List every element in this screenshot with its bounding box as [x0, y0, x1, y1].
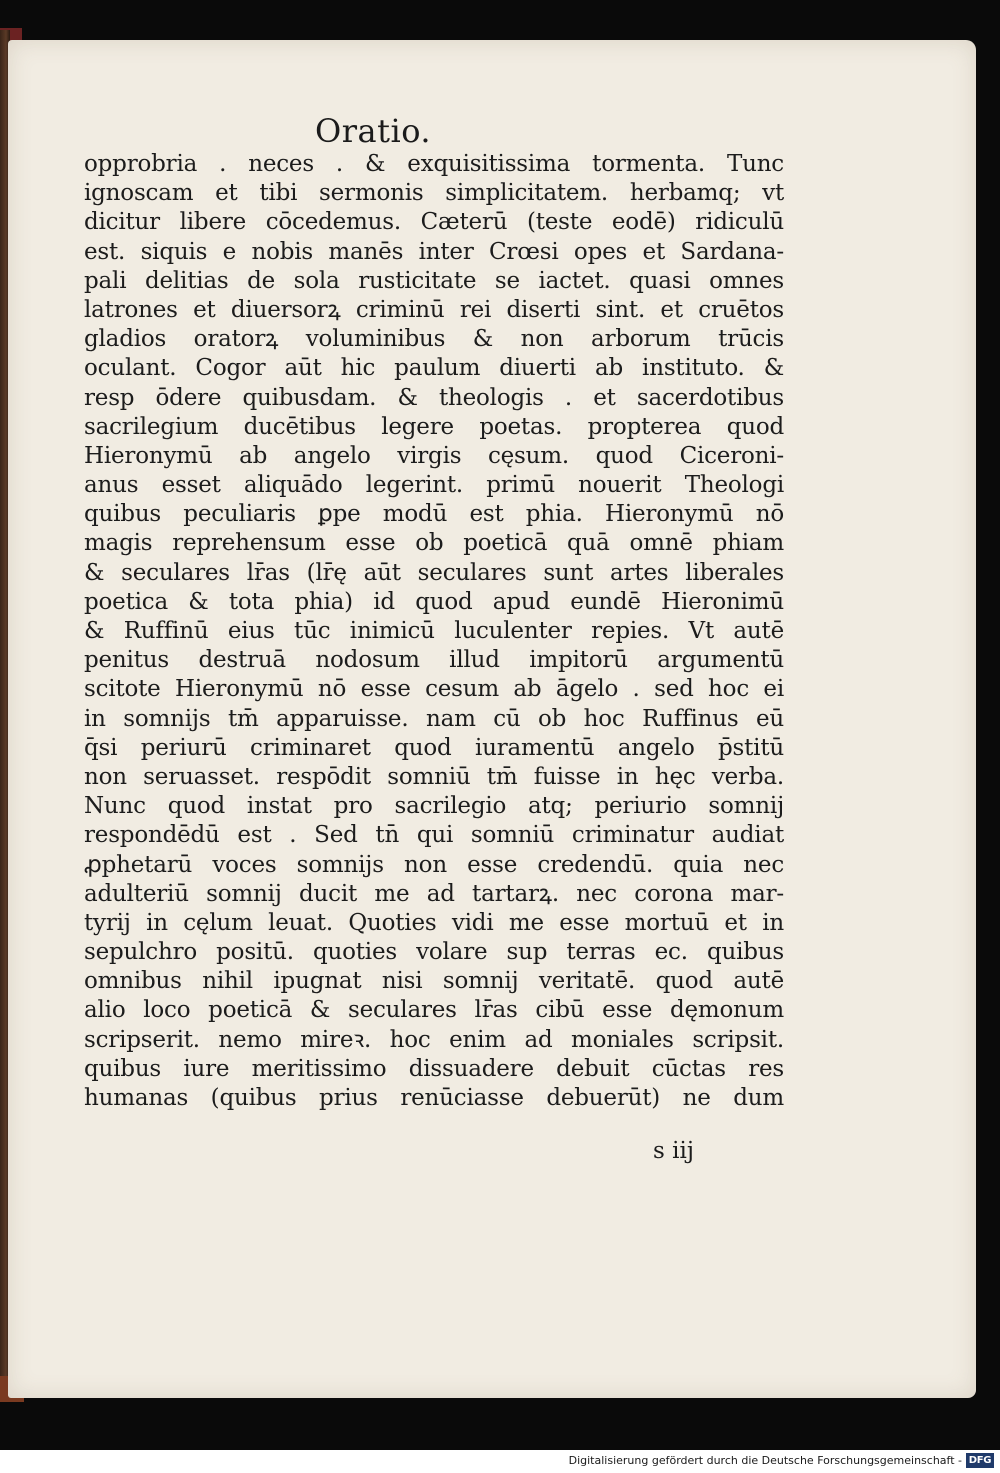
- text-line: humanas (quibus prius renūciasse debuerūt) ne dum: [84, 1085, 784, 1111]
- text-line: omnibus nihil ipugnat nisi somnij veritatē. quod autē: [84, 968, 784, 995]
- text-line: alio loco poeticā & seculares lr̄as cibū esse dęmonum: [84, 997, 784, 1024]
- text-line: pali delitias de sola rusticitate se iactet. quasi omnes: [84, 267, 784, 294]
- text-line: respondēdū est . Sed tn̄ qui somniū criminatur audiat: [84, 822, 784, 849]
- text-line: sepulchro positū. quoties volare sup terras ec. quibus: [84, 939, 784, 966]
- page-header: Oratio.: [315, 112, 432, 150]
- text-line: ignoscam et tibi sermonis simplicitatem. herbamq; vt: [84, 180, 784, 207]
- text-line: non seruasset. respōdit somniū tm̄ fuisse in hęc verba.: [84, 763, 784, 790]
- text-line: tyrij in cęlum leuat. Quoties vidi me esse mortuū et in: [84, 909, 784, 936]
- text-line: anus esset aliquādo legerint. primū nouerit Theologi: [84, 472, 784, 499]
- body-text: [84, 150, 784, 1113]
- text-line: scripserit. nemo mireꝛ. hoc enim ad moniales scripsit.: [84, 1026, 784, 1053]
- text-line: oculant. Cogor aūt hic paulum diuerti ab instituto. &: [84, 355, 784, 382]
- text-line: & seculares lr̄as (lr̄ę aūt seculares sunt artes liberales: [84, 559, 784, 586]
- footer-bar: [0, 1450, 1000, 1473]
- footer-credit: Digitalisierung gefördert durch die Deutsche Forschungsgemeinschaft -: [568, 1454, 962, 1467]
- text-line: gladios oratorꝝ voluminibus & non arborum trūcis: [84, 326, 784, 353]
- text-line: Hieronymū ab angelo virgis cęsum. quod Ciceroni-: [84, 442, 784, 469]
- text-line: penitus destruā nodosum illud impitorū argumentū: [84, 647, 784, 674]
- text-line: adulteriū somnij ducit me ad tartarꝝ. nec corona mar-: [84, 880, 784, 907]
- text-line: sacrilegium ducētibus legere poetas. propterea quod: [84, 413, 784, 440]
- text-line: resp ōdere quibusdam. & theologis . et sacerdotibus: [84, 384, 784, 411]
- text-line: magis reprehensum esse ob poeticā quā omnē phiam: [84, 530, 784, 557]
- dfg-logo-icon[interactable]: DFG: [966, 1453, 994, 1468]
- text-line: ꝓphetarū voces somnijs non esse credendū. quia nec: [84, 851, 784, 878]
- text-line: latrones et diuersorꝝ criminū rei diserti sint. et cruētos: [84, 296, 784, 323]
- text-line: opprobria . neces . & exquisitissima tormenta. Tunc: [84, 151, 784, 177]
- text-line: poetica & tota phia) id quod apud eundē Hieronimū: [84, 588, 784, 615]
- text-line: q̄si periurū criminaret quod iuramentū angelo p̄stitū: [84, 734, 784, 761]
- text-line: quibus peculiaris ꝑpe modū est phia. Hieronymū nō: [84, 501, 784, 528]
- text-line: Nunc quod instat pro sacrilegio atq; periurio somnij: [84, 793, 784, 820]
- text-line: scitote Hieronymū nō esse cesum ab āgelo . sed hoc ei: [84, 676, 784, 703]
- text-line: in somnijs tm̄ apparuisse. nam cū ob hoc Ruffinus eū: [84, 705, 784, 732]
- signature-mark: s iij: [653, 1138, 694, 1164]
- text-line: quibus iure meritissimo dissuadere debuit cūctas res: [84, 1055, 784, 1082]
- text-line: & Ruffinū eius tūc inimicū luculenter repies. Vt autē: [84, 618, 784, 644]
- text-line: dicitur libere cōcedemus. Cæterū (teste eodē) ridiculū: [84, 209, 784, 236]
- text-line: est. siquis e nobis manēs inter Crœsi opes et Sardana-: [84, 238, 784, 265]
